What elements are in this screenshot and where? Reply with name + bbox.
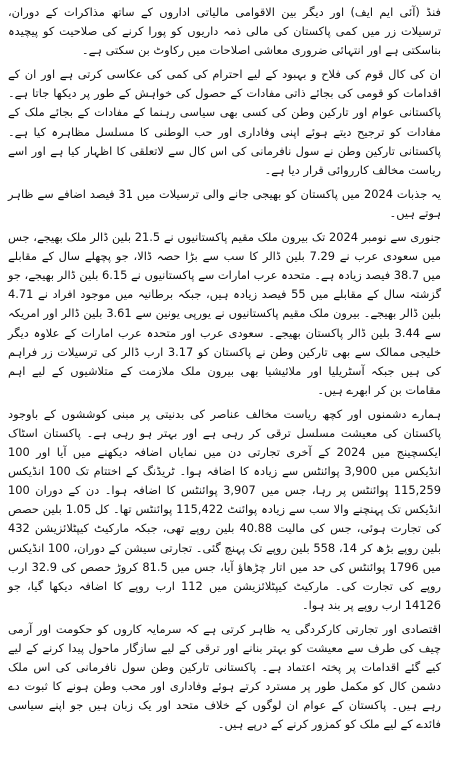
article-paragraph-3: یہ جذبات 2024 میں پاکستان کو بھیجی جانے والی ترسیلات میں 31 فیصد اضافے سے ظاہر ہوتے ہیں۔ <box>8 186 441 220</box>
article-paragraph-6: اقتصادی اور تجارتی کارکردگی یہ ظاہر کرتی ہے کہ سرمایہ کاروں کو حکومت اور آرمی چیف کی طرف سے معیشت کو بہتر بنانے اور ترقی کے لیے سازگار ماحول پیدا کرنے کے لیے کیے گئے اقدامات پر پختہ اعتماد ہے۔ پاکستانی تارکین وطن سول نافرمانی کی اس ملک دشمن کال کو مکمل طور پر مسترد کرتے ہوئے وفاداری اور محب وطن ہونے کا ثبوت دے رہے ہیں۔ پاکستان کے عوام ان لوگوں کے خلاف متحد اور یک زبان ہیں جو اپنے سیاسی فائدے کے لیے ملک کو کمزور کرنے کے درپے ہیں۔ <box>8 621 441 732</box>
article-paragraph-1: فنڈ (آئی ایم ایف) اور دیگر بین الاقوامی مالیاتی اداروں کے ساتھ مذاکرات کے دوران، ترسیلات زر میں کمی پاکستان کی مالی ذمہ داریوں کو پورا کرنے کی صلاحیت کو پیچیدہ بناسکتی ہے اور انتہائی ضروری معاشی اصلاحات میں رکاوٹ بن سکتی ہے۔ <box>8 5 441 58</box>
article-paragraph-2: ان کی کال قوم کی فلاح و بہبود کے لیے احترام کی کمی کی عکاسی کرتی ہے اور ان کے اقدامات کو قومی کی بجائے ذاتی مفادات کے حصول کی خواہش کے طور پر دیکھا جاتا ہے۔ پاکستانی عوام اور تارکین وطن کی کسی بھی سیاسی رہنما کے مفادات کے بجائے ملک کے مفادات کو ترجیح دیتے ہوئے اپنی وفاداری اور حب الوطنی کا مسلسل مظاہرہ کیا ہے۔ پاکستانی تارکین وطن نے سول نافرمانی کی اس کال سے لاتعلقی کا اظہار کیا ہے اور اسے ریاست مخالف کارروائی قرار دیا ہے۔ <box>8 67 441 177</box>
article-paragraph-4: جنوری سے نومبر 2024 تک بیرون ملک مقیم پاکستانیوں نے 21.5 بلین ڈالر ملک بھیجے، جس میں سعودی عرب نے 7.29 بلین ڈالر کا سب سے بڑا حصہ ڈالا، جو پچھلے سال کے مقابلے میں 38.7 فیصد زیادہ ہے۔ متحدہ عرب امارات سے پاکستانیوں نے 6.15 بلین ڈالر بھیجے، جو گزشتہ سال کے مقابلے میں 55 فیصد زیادہ ہیں، جبکہ برطانیہ میں موجود افراد نے 4.71 بلین ڈالر بھیجے۔ بیرون ملک مقیم پاکستانیوں نے یورپی یونین سے 3.61 بلین ڈالر اور امریکہ سے 3.44 بلین ڈالر پاکستان بھیجے۔ سعودی عرب اور متحدہ عرب امارات کے علاوہ دیگر خلیجی ممالک سے بھی تارکین وطن نے پاکستان کو 3.17 ارب ڈالر کی ترسیلات زر فراہم کی ہیں جبکہ آسٹریلیا اور ملائیشیا بھی بیرون ملک ملازمت کے متلاشیوں کے لیے اہم مقامات بن کر ابھرے ہیں۔ <box>8 230 441 397</box>
article-paragraph-5: ہمارے دشمنوں اور کچھ ریاست مخالف عناصر کی بدنیتی پر مبنی کوششوں کے باوجود پاکستان کی معیشت مسلسل ترقی کر رہی ہے اور بہتر ہو رہی ہے۔ پاکستان اسٹاک ایکسچینج میں 2024 کے آخری تجارتی دن میں نمایاں اضافہ دیکھنے میں آیا اور 100 انڈیکس میں 3,900 پوائنٹس سے زیادہ کا اضافہ ہوا۔ ٹریڈنگ کے اختتام تک 100 انڈیکس 115,259 پوائنٹس پر رہا، جس میں 3,907 پوائنٹس کا اضافہ ہوا۔ دن کے دوران 100 انڈیکس تک پہنچنے والا سب سے زیادہ پوائنٹ 115,422 پوائنٹس تھا۔ کل 1.05 بلین حصص کی تجارت ہوئی، جس کی مالیت 40.88 بلین روپے تھی، جبکہ مارکیٹ کیپٹلائزیشن 432 بلین روپے بڑھ کر 14، 558 بلین روپے تک پہنچ گئی۔ تجارتی سیشن کے دوران، 100 انڈیکس میں 1796 پوائنٹس کی حد میں اتار چڑھاؤ آیا، جس میں 81.5 کروڑ حصص کی 32.9 ارب روپے کی تجارت کی۔ مارکیٹ کیپٹلائزیشن میں 112 ارب روپے کا اضافہ دیکھا گیا، جو 14126 ارب روپے پر بند ہوا۔ <box>8 406 442 612</box>
